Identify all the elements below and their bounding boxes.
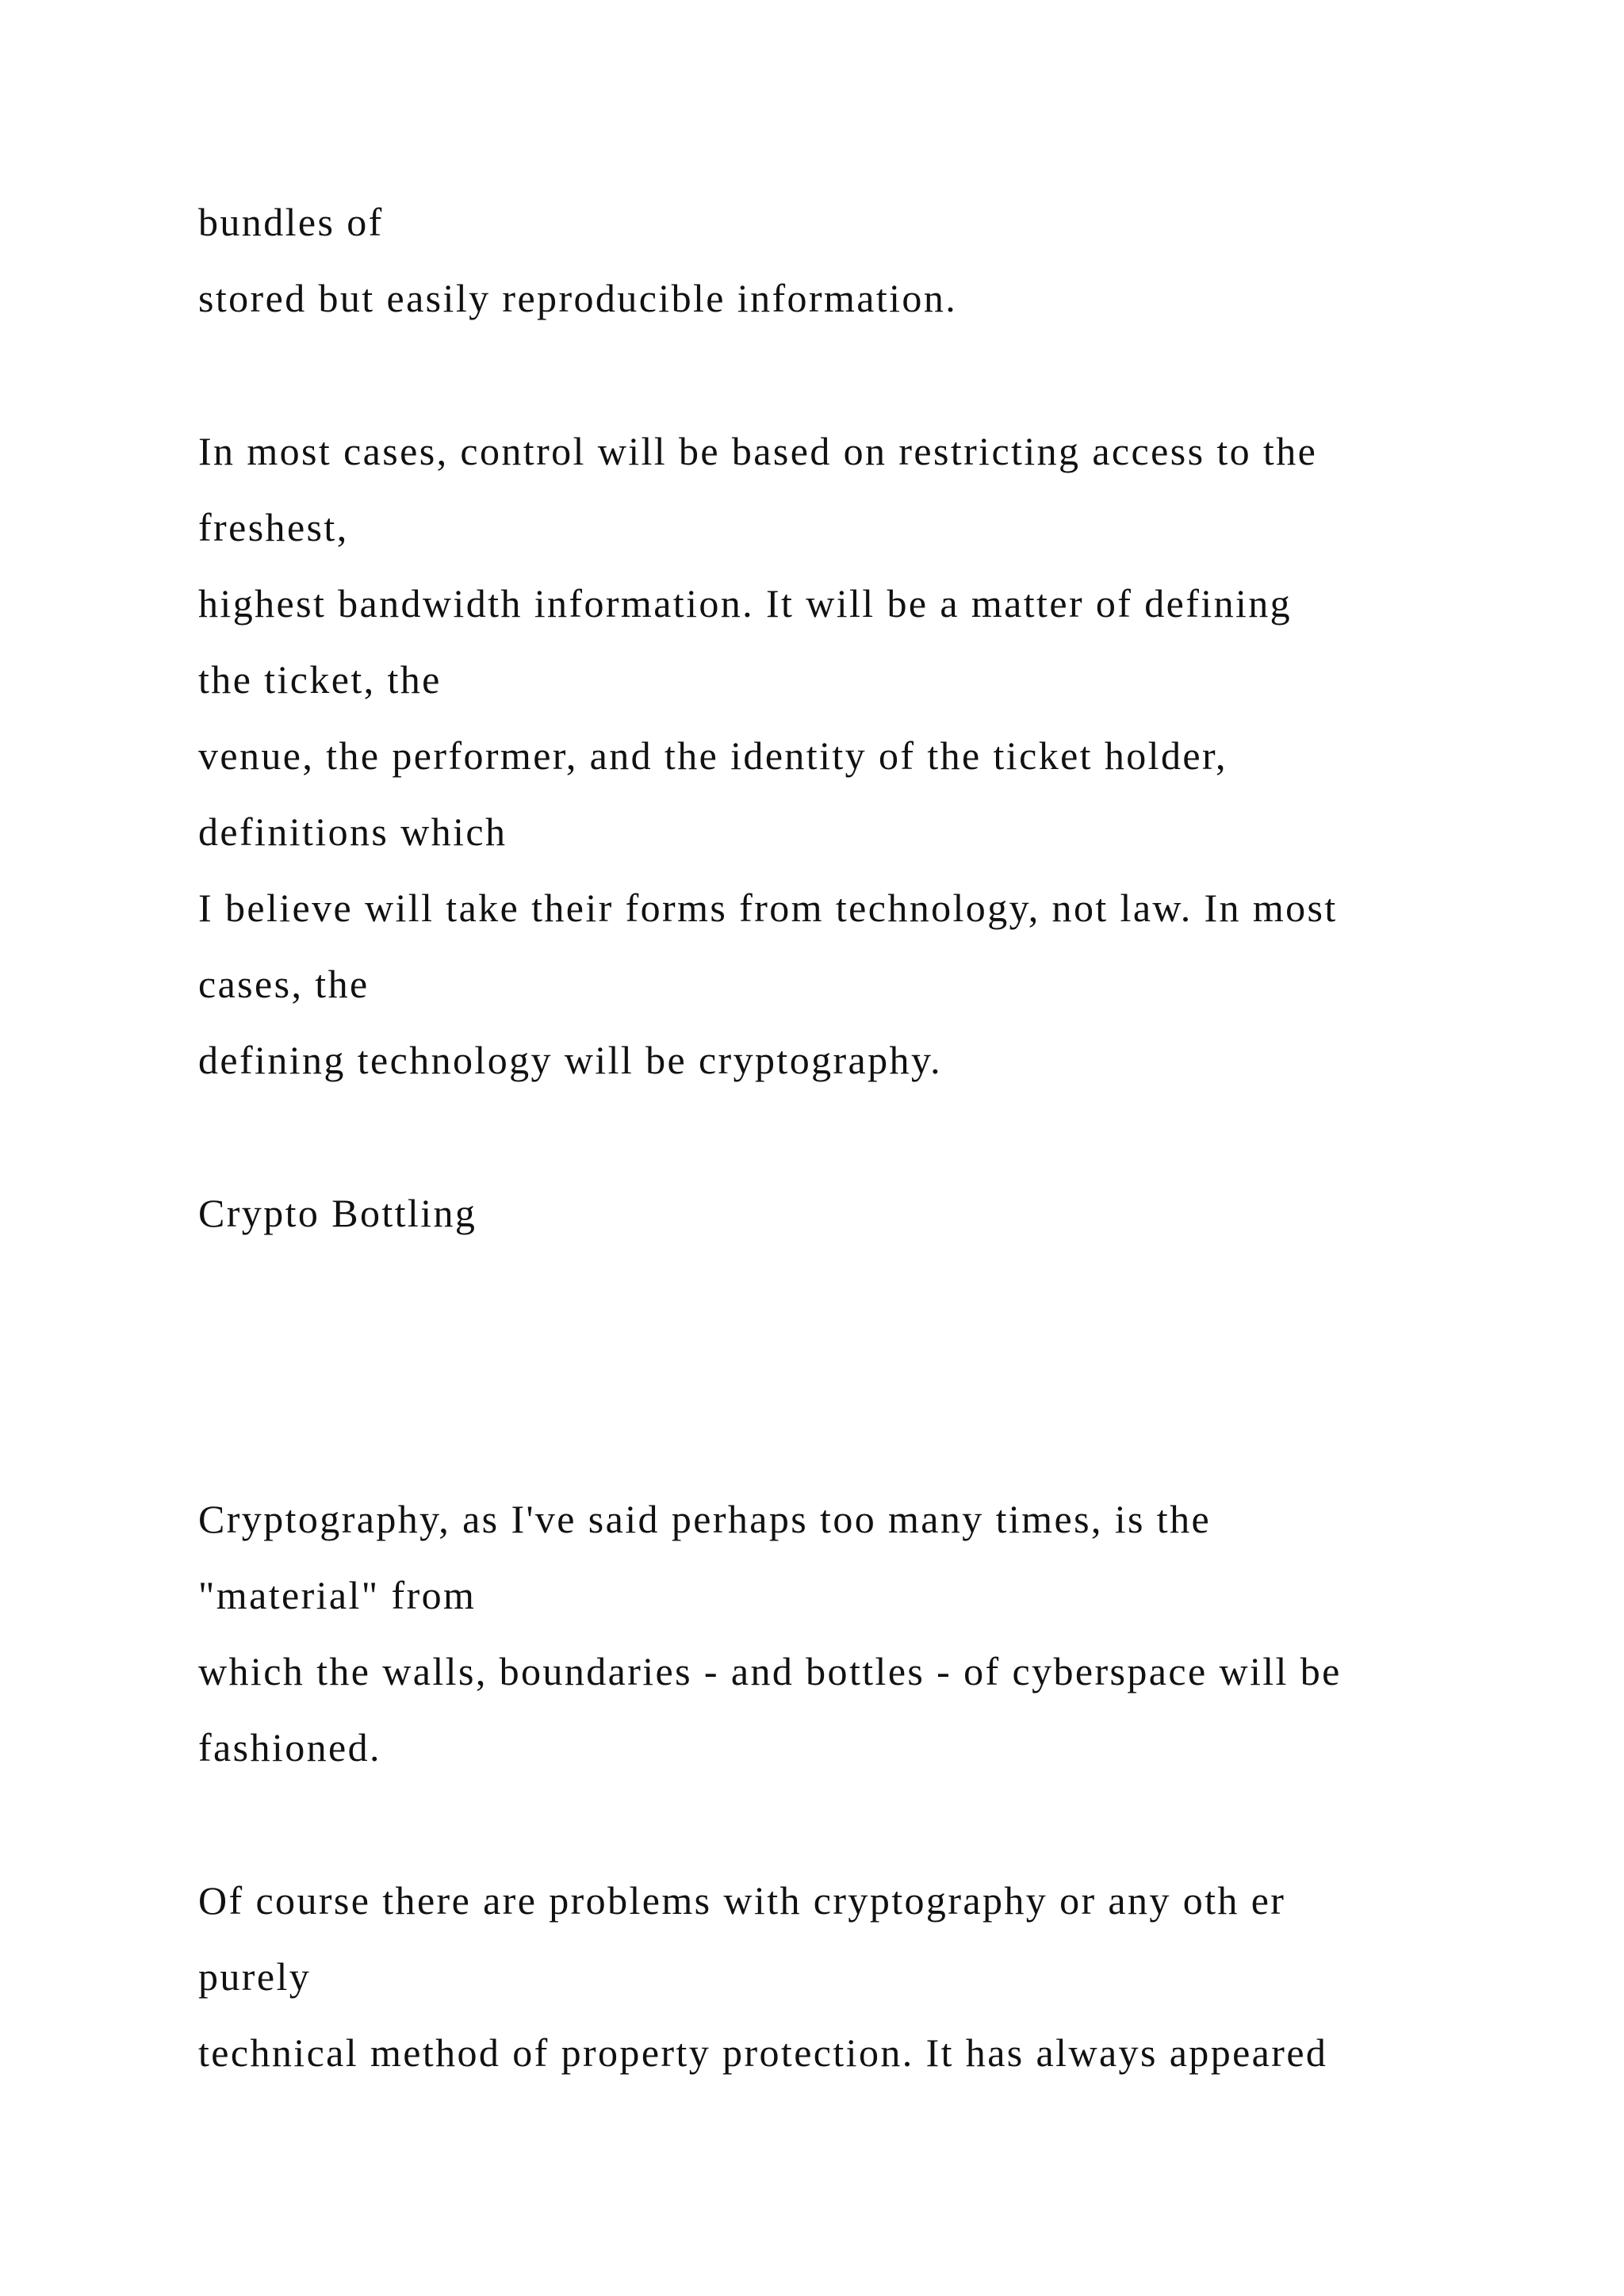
text-line: Cryptography, as I've said perhaps too many times, is the bbox=[198, 1497, 1212, 1541]
text-line: which the walls, boundaries - and bottles - of cyberspace will be bbox=[198, 1649, 1342, 1693]
text-line: freshest, bbox=[198, 505, 349, 549]
text-line: "material" from bbox=[198, 1573, 477, 1617]
section-heading: Crypto Bottling bbox=[198, 1191, 477, 1235]
text-line: fashioned. bbox=[198, 1725, 381, 1770]
text-line: Of course there are problems with cryptography or any oth er bbox=[198, 1878, 1286, 1923]
text-line: cases, the bbox=[198, 962, 370, 1006]
text-line: highest bandwidth information. It will be a matter of defining bbox=[198, 581, 1293, 626]
text-line: purely bbox=[198, 1954, 312, 1999]
text-line: In most cases, control will be based on restricting access to the bbox=[198, 429, 1318, 473]
text-line: definitions which bbox=[198, 809, 508, 854]
text-line: technical method of property protection. It has always appeared bbox=[198, 2030, 1328, 2075]
text-line: I believe will take their forms from technology, not law. In most bbox=[198, 886, 1338, 930]
text-line: venue, the performer, and the identity of the ticket holder, bbox=[198, 733, 1228, 778]
text-line: stored but easily reproducible information. bbox=[198, 276, 958, 320]
text-line: defining technology will be cryptography. bbox=[198, 1038, 942, 1082]
text-line: bundles of bbox=[198, 200, 384, 244]
text-line: the ticket, the bbox=[198, 657, 442, 702]
